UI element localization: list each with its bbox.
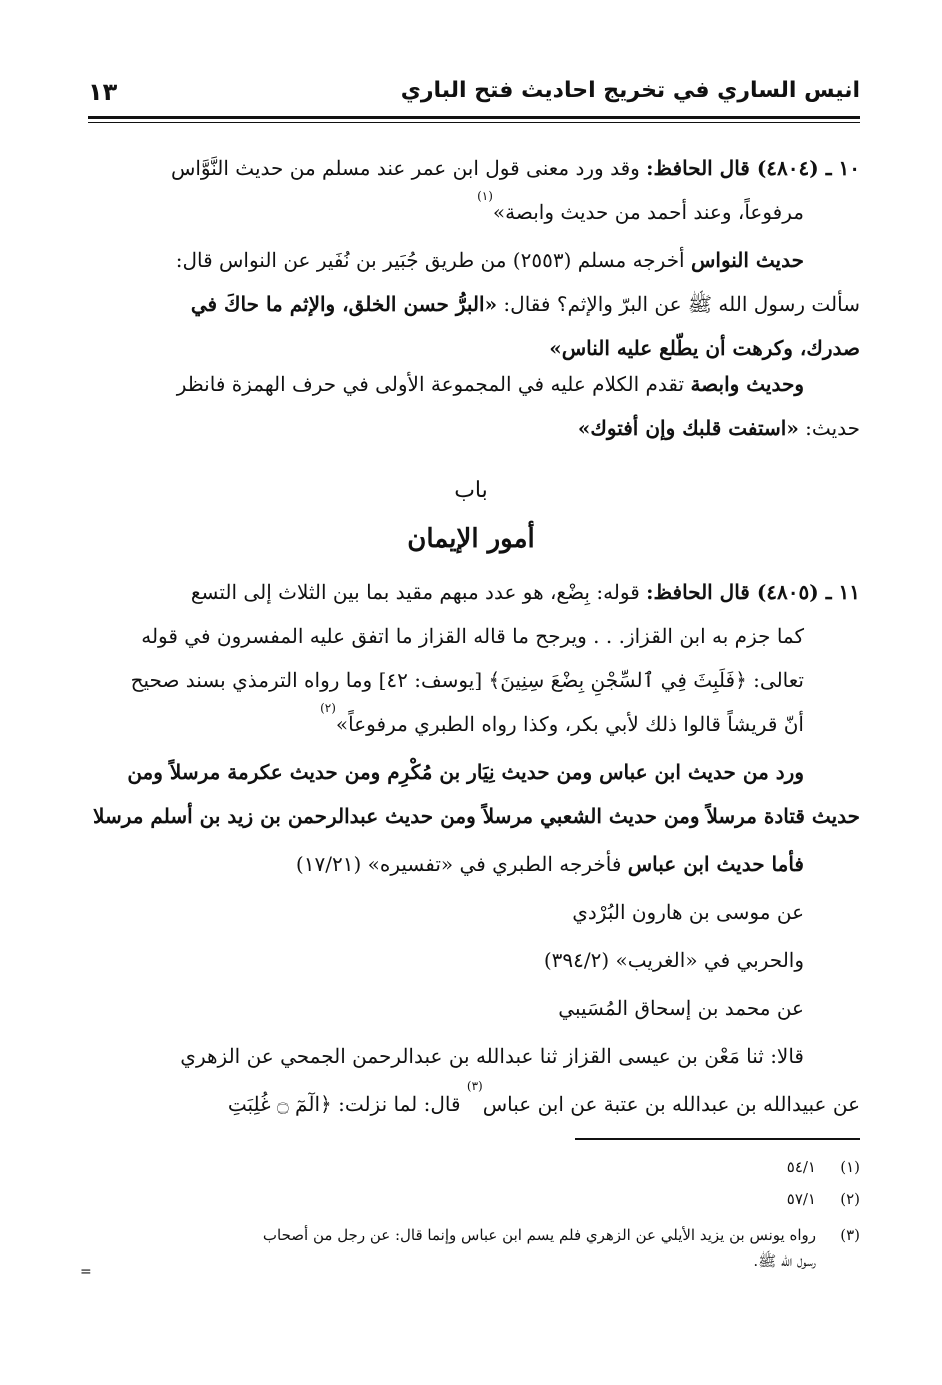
ibn-abbas-line3: والحربي في «الغريب» (٣٩٤/٢) xyxy=(543,948,804,972)
footnote-2-text: ٥٧/١ xyxy=(786,1190,816,1208)
nawwas-line2 xyxy=(82,282,860,326)
chapter-title: أمور الإيمان xyxy=(407,524,535,554)
entry-11-lead: ١١ ـ (٤٨٠٥) قال الحافظ: xyxy=(646,580,860,604)
wabisa-text: تقدم الكلام عليه في المجموعة الأولى في حرف الهمزة فانظر xyxy=(176,372,691,396)
ibn-abbas-line1 xyxy=(82,840,860,888)
footnote-3-line1 xyxy=(82,1222,860,1248)
entry-11-text: قوله: بِضْع، هو عدد مبهم مقيد بما بين الثلاث إلى التسع xyxy=(190,580,647,604)
chapter-label: باب xyxy=(454,478,488,503)
entry-11-line2: كما جزم به ابن القزاز. . . ويرجح ما قاله القزاز ما اتفق عليه المفسرون في قوله xyxy=(141,624,804,648)
ibn-abbas-line4: عن محمد بن إسحاق المُسَيبي xyxy=(558,996,804,1020)
ibn-abbas-line5: قالا: ثنا مَعْن بن عيسى القزاز ثنا عبدالله بن عبدالرحمن الجمحي عن الزهري xyxy=(180,1044,804,1068)
footnote-2 xyxy=(82,1186,860,1212)
nawwas-text: أخرجه مسلم (٢٥٥٣) من طريق جُبَير بن نُفَير عن النواس قال: xyxy=(175,248,691,272)
ibn-abbas-line6 xyxy=(82,1080,860,1128)
footnote-separator xyxy=(575,1138,860,1140)
page-number: ١٣ xyxy=(88,78,118,106)
nawwas-line1 xyxy=(82,238,860,282)
footnote-3-num: (٣) xyxy=(840,1226,860,1244)
entry-11-line4-text: أنّ قريشاً قالوا ذلك لأبي بكر، وكذا رواه الطبري مرفوعاً» xyxy=(335,712,804,736)
footnote-ref-1: (١) xyxy=(477,189,493,203)
wabisa-line1 xyxy=(82,362,860,406)
nawwas-hadith-quote: «البرُّ حسن الخلق، والإثم ما حاكَ في xyxy=(190,292,498,316)
footnote-1-num: (١) xyxy=(840,1158,860,1176)
warada-line2: حديث قتادة مرسلاً ومن حديث الشعبي مرسلاً ومن حديث عبدالرحمن بن زيد بن أسلم مرسلا xyxy=(93,804,860,828)
footnote-ref-3: (٣) xyxy=(466,1079,483,1093)
warada-paragraph xyxy=(82,750,860,838)
nawwas-lead: حديث النواس xyxy=(690,248,804,272)
footnote-2-num: (٢) xyxy=(840,1190,860,1208)
footnote-3-line2: رسول الله ﷺ. xyxy=(753,1252,816,1270)
nawwas-paragraph xyxy=(82,238,860,370)
continuation-mark: = xyxy=(80,1264,92,1280)
ibn-abbas-text: فأخرجه الطبري في «تفسيره» (١٧/٢١) xyxy=(295,852,628,876)
entry-11-line4 xyxy=(82,702,860,746)
running-header xyxy=(88,78,860,114)
ibn-abbas-line2: عن موسى بن هارون البُرْدي xyxy=(572,900,804,924)
warada-line1: ورد من حديث ابن عباس ومن حديث نِيَار بن مُكْرِم ومن حديث عكرمة مرسلاً ومن xyxy=(127,760,804,784)
entry-10-line2 xyxy=(82,190,860,234)
header-title: انيس الساري في تخريج احاديث فتح الباري xyxy=(400,78,860,103)
ibn-abbas-paragraph xyxy=(82,840,860,1128)
ibn-abbas-lead: فأما حديث ابن عباس xyxy=(627,852,804,876)
entry-11-line3: تعالى: ﴿فَلَبِثَ فِي ٱلسِّجْنِ بِضْعَ سِنِينَ﴾ [يوسف: ٤٢] وما رواه الترمذي بسند صحيح xyxy=(130,668,804,692)
footnote-1-text: ٥٤/١ xyxy=(786,1158,816,1176)
entry-10-line2-text: مرفوعاً، وعند أحمد من حديث وابصة» xyxy=(492,200,804,224)
wabisa-line2 xyxy=(82,406,860,450)
wabisa-hadith-quote: «استفت قلبك وإن أفتوك» xyxy=(577,416,799,440)
header-rule-thick xyxy=(88,116,860,119)
header-rule-thin xyxy=(88,122,860,123)
footnote-1 xyxy=(82,1154,860,1180)
entry-10-line1 xyxy=(82,146,860,190)
entry-10-text: وقد ورد معنى قول ابن عمر عند مسلم من حديث النَّوَّاس xyxy=(170,156,647,180)
footnote-3 xyxy=(82,1222,860,1274)
ibn-abbas-line6a: عن عبيدالله بن عبدالله بن عتبة عن ابن عباس xyxy=(482,1092,860,1116)
wabisa-lead: وحديث وابصة xyxy=(690,372,804,396)
entry-11 xyxy=(82,570,860,746)
entry-10-lead: ١٠ ـ (٤٨٠٤) قال الحافظ: xyxy=(646,156,860,180)
wabisa-paragraph xyxy=(82,362,860,450)
entry-10 xyxy=(82,146,860,234)
nawwas-line3: صدرك، وكرهت أن يطّلع عليه الناس» xyxy=(549,336,860,360)
wabisa-line2a: حديث: xyxy=(798,416,860,440)
ibn-abbas-line6b: قال: لما نزلت: ﴿الٓمٓ ۝ غُلِبَتِ xyxy=(227,1092,467,1116)
nawwas-line2a: سألت رسول الله ﷺ عن البرّ والإثم؟ فقال: xyxy=(497,292,860,316)
entry-11-line1 xyxy=(82,570,860,614)
footnote-3-text: رواه يونس بن يزيد الأيلي عن الزهري فلم يسم ابن عباس وإنما قال: عن رجل من أصحاب xyxy=(262,1226,816,1244)
footnote-ref-2: (٢) xyxy=(320,701,336,715)
